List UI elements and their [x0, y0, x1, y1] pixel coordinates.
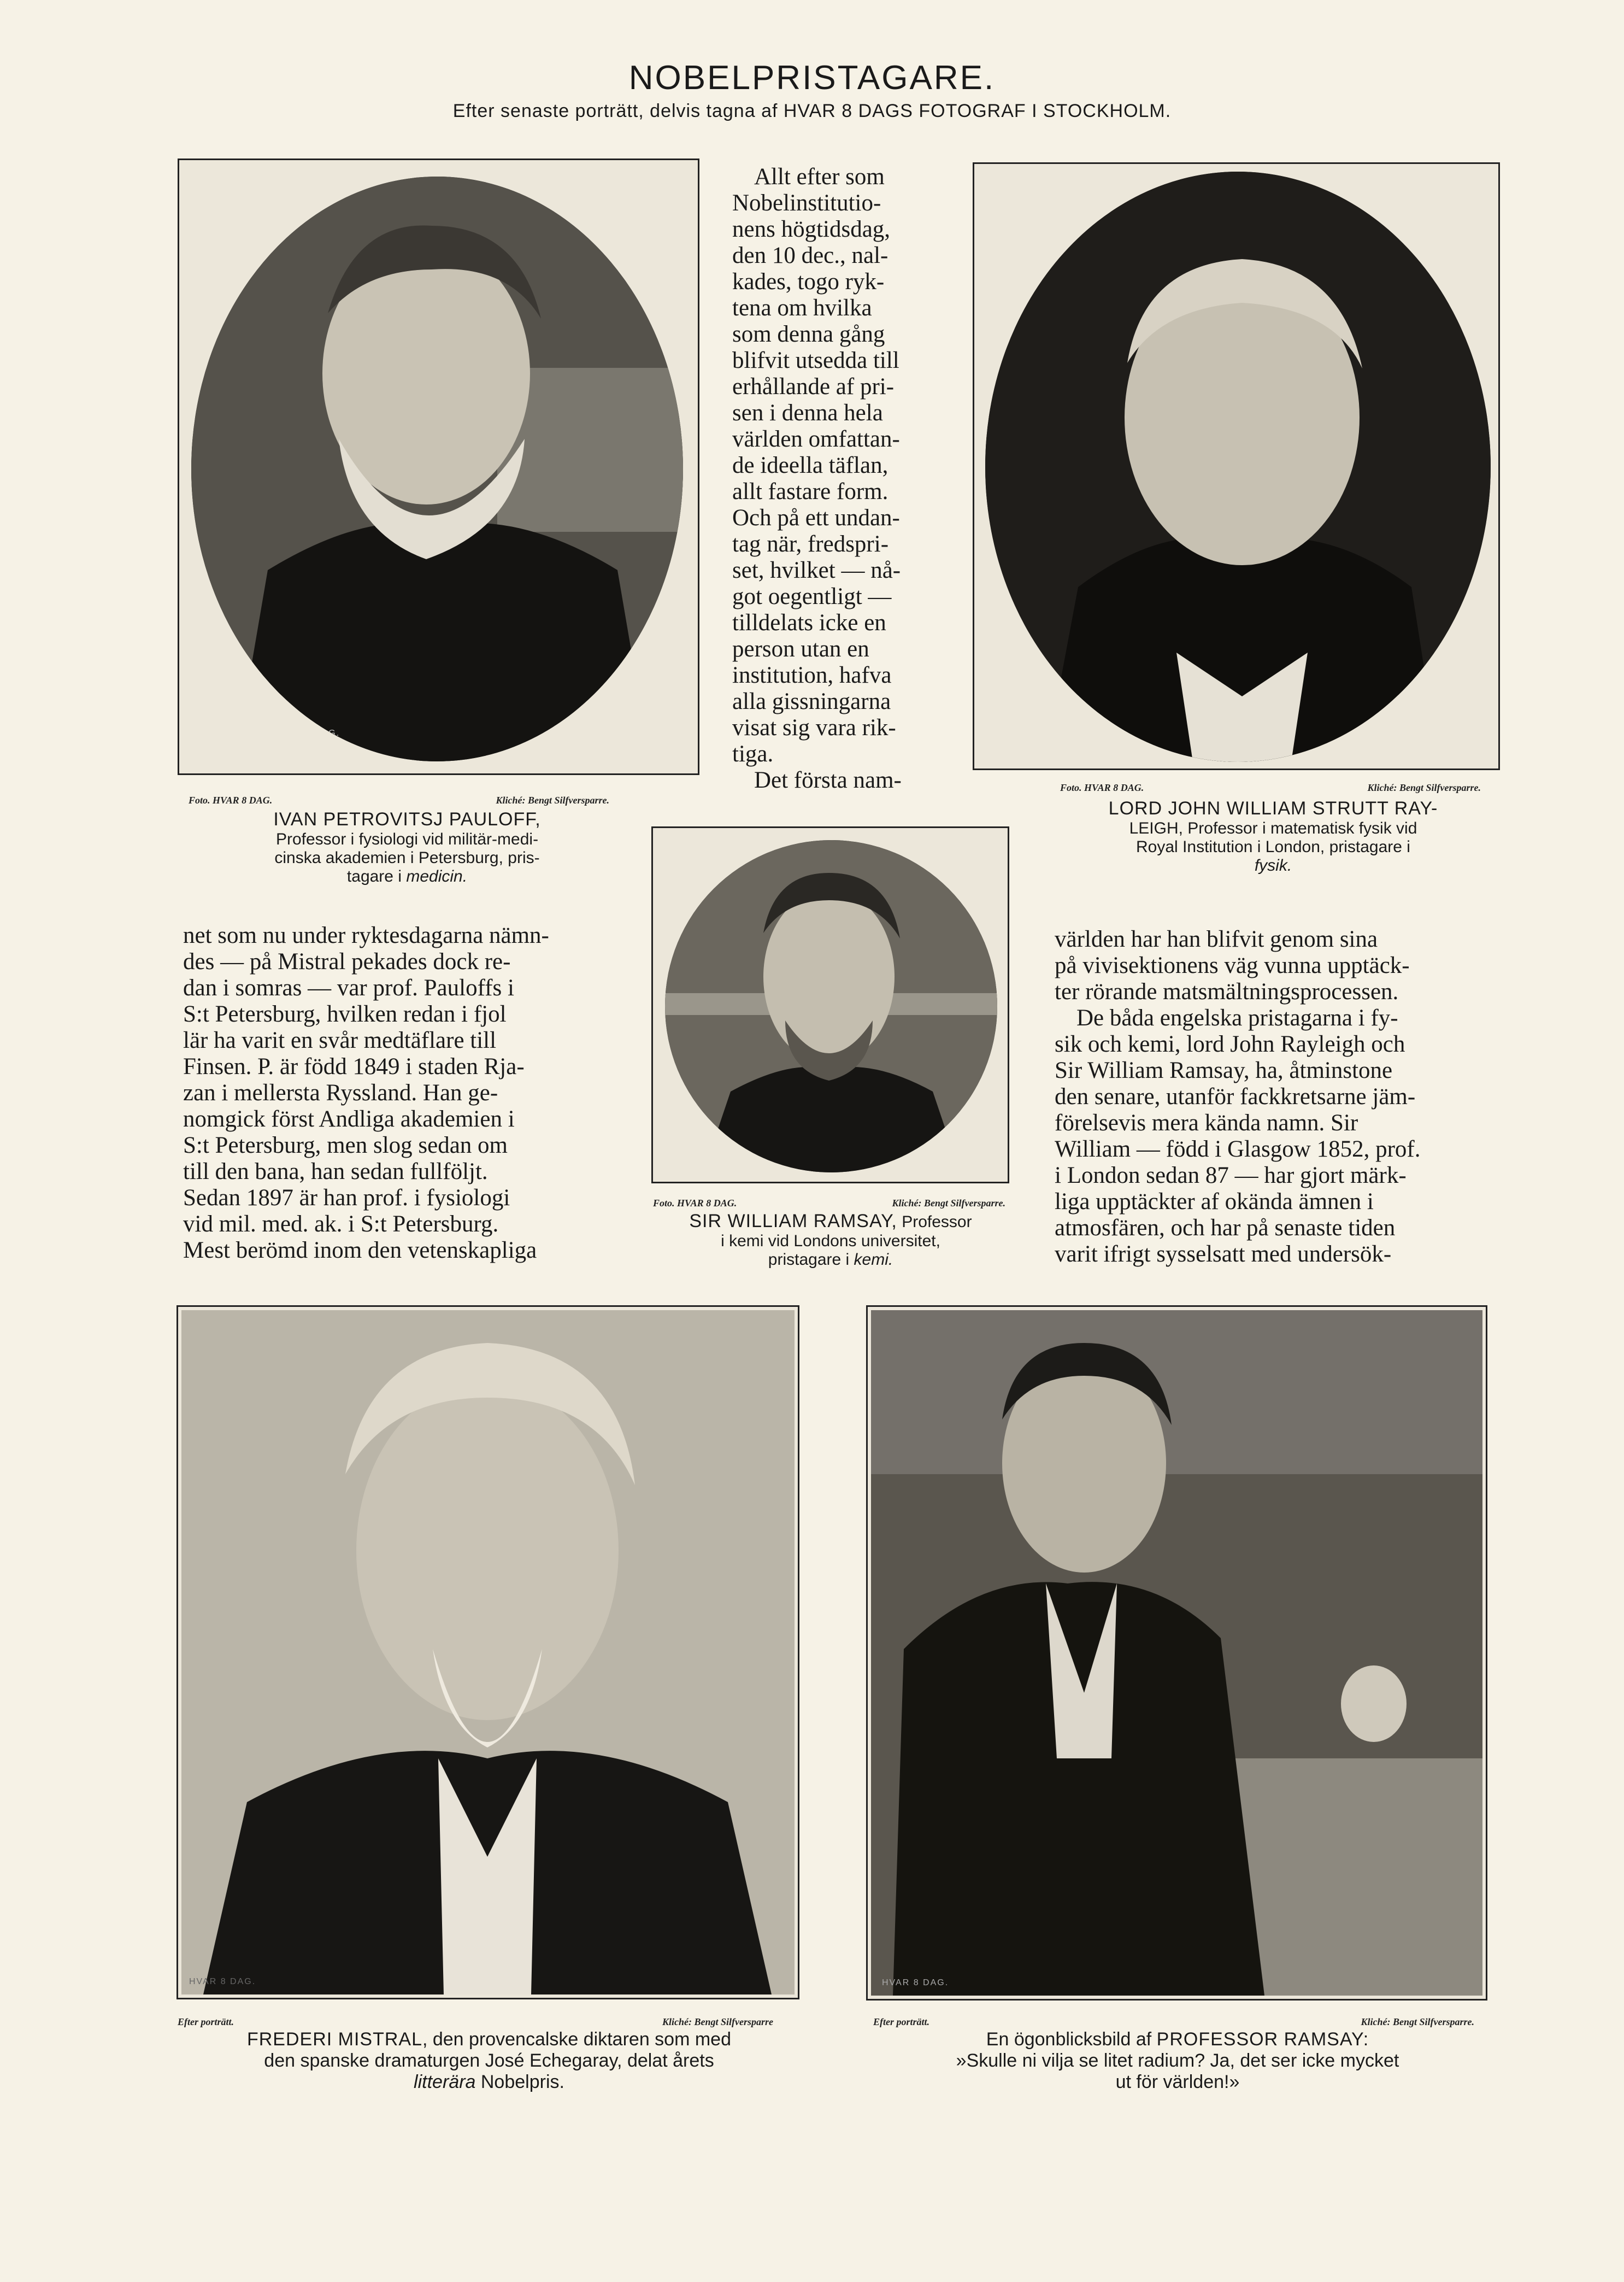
portrait-pauloff-credits	[189, 794, 609, 807]
cliche-credit: Kliché: Bengt Silfversparre.	[892, 1198, 1005, 1209]
portrait-ramsay-lab-credits	[873, 2016, 1474, 2029]
caption-line: »Skulle ni vilja se litet radium? Ja, det ser icke mycket	[956, 2050, 1399, 2071]
photo-credit: Foto. HVAR 8 DAG.	[189, 795, 273, 806]
portrait-ramsay-caption	[645, 1211, 1016, 1269]
caption-text: Professor	[902, 1213, 972, 1231]
article-line: alla gissningarna	[732, 689, 891, 714]
article-line: Sedan 1897 är han prof. i fysiologi	[183, 1185, 510, 1211]
caption-text: tagare i	[346, 867, 402, 885]
article-line: nens högtidsdag,	[732, 216, 891, 242]
caption-name: IVAN PETROVITSJ PAULOFF,	[273, 809, 541, 830]
article-line: vid mil. med. ak. i S:t Petersburg.	[183, 1211, 499, 1237]
caption-name: FREDERI MISTRAL,	[246, 2029, 428, 2050]
portrait-mistral-caption	[164, 2029, 814, 2093]
article-line: förelsevis mera kända namn. Sir	[1055, 1110, 1358, 1136]
article-line: allt fastare form.	[732, 479, 889, 504]
article-column-top	[732, 164, 939, 794]
article-line: sik och kemi, lord John Rayleigh och	[1055, 1031, 1405, 1057]
article-line: tilldelats icke en	[732, 610, 886, 636]
caption-field: kemi.	[854, 1251, 893, 1269]
article-line: tiga.	[732, 741, 774, 767]
caption-text: pristagare i	[768, 1251, 850, 1269]
caption-text: En ögonblicksbild af	[986, 2029, 1152, 2050]
caption-text: den provencalske diktaren som med	[432, 2029, 731, 2050]
article-line: nomgick först Andliga akademien i	[183, 1106, 515, 1132]
portrait-ramsay-lab-caption	[852, 2029, 1503, 2093]
article-line: S:t Petersburg, hvilken redan i fjol	[183, 1001, 507, 1027]
caption-field: litterära	[414, 2072, 476, 2092]
caption-field: medicin.	[406, 867, 468, 885]
photo-credit: Foto. HVAR 8 DAG.	[653, 1198, 737, 1209]
article-line: den 10 dec., nal-	[732, 243, 889, 268]
article-line: på vivisektionens väg vunna upptäck-	[1055, 953, 1410, 978]
article-line: liga upptäckter af okända ämnen i	[1055, 1189, 1374, 1215]
article-line: sen i denna hela	[732, 400, 883, 426]
caption-field: fysik.	[1254, 857, 1292, 875]
article-line: Nobelinstitutio-	[732, 190, 881, 216]
article-line: person utan en	[732, 636, 869, 662]
article-line: kades, togo ryk-	[732, 269, 885, 295]
caption-first-line	[852, 2029, 1503, 2050]
portrait-ramsay-photo	[651, 826, 1009, 1183]
article-line: Allt efter som	[754, 164, 885, 190]
article-line: lär ha varit en svår medtäflare till	[183, 1028, 497, 1053]
portrait-silhouette	[191, 177, 683, 761]
portrait-rayleigh-credits	[1060, 782, 1481, 795]
article-column-right	[1055, 926, 1486, 1268]
article-line: visat sig vara rik-	[732, 715, 896, 741]
portrait-silhouette	[665, 840, 997, 1172]
photo-watermark: HVAR 8 DAG.	[189, 1977, 256, 1986]
caption-line: Royal Institution i London, pristagare i	[1136, 838, 1410, 856]
portrait-mistral-photo	[176, 1305, 799, 1999]
photo-watermark: HVAR 8 DAG.	[273, 729, 340, 738]
article-line: erhållande af pri-	[732, 374, 895, 400]
article-line: Sir William Ramsay, ha, åtminstone	[1055, 1058, 1393, 1083]
cliche-credit: Kliché: Bengt Silfversparre.	[1361, 2016, 1474, 2027]
article-line: des — på Mistral pekades dock re-	[183, 949, 511, 975]
page-title: NOBELPRISTAGARE.	[628, 59, 996, 97]
caption-line-last	[645, 1251, 1016, 1269]
article-line: atmosfären, och har på senaste tiden	[1055, 1215, 1396, 1241]
cliche-credit: Kliché: Bengt Silfversparre	[662, 2016, 773, 2027]
article-line: i London sedan 87 — har gjort märk-	[1055, 1163, 1407, 1188]
caption-line: cinska akademien i Petersburg, pris-	[274, 849, 540, 867]
article-line: som denna gång	[732, 321, 885, 347]
portrait-silhouette	[181, 1310, 795, 1994]
article-line: världen har han blifvit genom sina	[1055, 926, 1378, 952]
article-line: tag när, fredspri-	[732, 531, 889, 557]
caption-line: i kemi vid Londons universitet,	[721, 1232, 940, 1250]
caption-line: ut för världen!»	[1115, 2072, 1240, 2092]
caption-first-line	[645, 1211, 1016, 1232]
article-line: Finsen. P. är född 1849 i staden Rja-	[183, 1054, 525, 1080]
article-line: dan i somras — var prof. Pauloffs i	[183, 975, 514, 1001]
portrait-rayleigh-photo	[973, 162, 1500, 770]
article-line: till den bana, han sedan fullföljt.	[183, 1159, 488, 1184]
portrait-rayleigh-caption	[1052, 798, 1494, 875]
page-subtitle: Efter senaste porträtt, delvis tagna af HVAR 8 DAGS FOTOGRAF I STOCKHOLM.	[452, 101, 1172, 121]
article-line: Mest berömd inom den vetenskapliga	[183, 1237, 537, 1263]
cliche-credit: Kliché: Bengt Silfversparre.	[1367, 782, 1481, 793]
article-line: William — född i Glasgow 1852, prof.	[1055, 1136, 1421, 1162]
portrait-ramsay-lab-photo	[866, 1305, 1487, 2001]
caption-text: Nobelpris.	[480, 2072, 564, 2092]
caption-name: SIR WILLIAM RAMSAY,	[689, 1211, 897, 1231]
article-line: got oegentligt —	[732, 584, 892, 609]
article-line: De båda engelska pristagarna i fy-	[1076, 1005, 1398, 1031]
caption-name: LORD JOHN WILLIAM STRUTT RAY-	[1108, 798, 1438, 819]
photo-credit: Efter porträtt.	[873, 2016, 930, 2027]
article-column-left	[183, 923, 612, 1264]
portrait-mistral-credits	[178, 2016, 773, 2029]
portrait-ramsay-credits	[653, 1197, 1005, 1210]
article-line: de ideella täflan,	[732, 453, 889, 478]
article-line: den senare, utanför fackkretsarne jäm-	[1055, 1084, 1416, 1110]
article-line: Det första nam-	[754, 767, 902, 793]
article-line: världen omfattan-	[732, 426, 900, 452]
article-line: Och på ett undan-	[732, 505, 900, 531]
article-line: net som nu under ryktesdagarna nämn-	[183, 923, 549, 948]
photo-watermark: HVAR 8 DAG.	[676, 1146, 743, 1155]
article-line: S:t Petersburg, men slog sedan om	[183, 1133, 508, 1158]
caption-name: PROFESSOR RAMSAY:	[1156, 2029, 1369, 2050]
caption-first-line	[164, 2029, 814, 2050]
article-line: zan i mellersta Ryssland. Han ge-	[183, 1080, 498, 1106]
portrait-silhouette	[871, 1310, 1482, 1996]
caption-line-last	[164, 2072, 814, 2093]
article-line: set, hvilket — nå-	[732, 558, 901, 583]
photo-watermark: HVAR 8 DAG.	[1034, 729, 1102, 738]
photo-credit: Efter porträtt.	[178, 2016, 234, 2027]
article-line: blifvit utsedda till	[732, 348, 899, 373]
caption-line: den spanske dramaturgen José Echegaray, delat årets	[264, 2050, 714, 2071]
article-line: tena om hvilka	[732, 295, 872, 321]
caption-line-last	[180, 867, 634, 886]
article-line: ter rörande matsmältningsprocessen.	[1055, 979, 1399, 1005]
article-line: varit ifrigt sysselsatt med undersök-	[1055, 1241, 1392, 1267]
caption-line: LEIGH, Professor i matematisk fysik vid	[1129, 819, 1417, 837]
photo-credit: Foto. HVAR 8 DAG.	[1060, 782, 1144, 793]
portrait-pauloff-caption	[180, 809, 634, 886]
portrait-silhouette	[985, 172, 1491, 762]
portrait-pauloff-photo	[178, 159, 699, 775]
photo-watermark: HVAR 8 DAG.	[882, 1978, 949, 1987]
article-line: institution, hafva	[732, 662, 892, 688]
cliche-credit: Kliché: Bengt Silfversparre.	[496, 795, 609, 806]
caption-line: Professor i fysiologi vid militär-medi-	[275, 830, 539, 848]
